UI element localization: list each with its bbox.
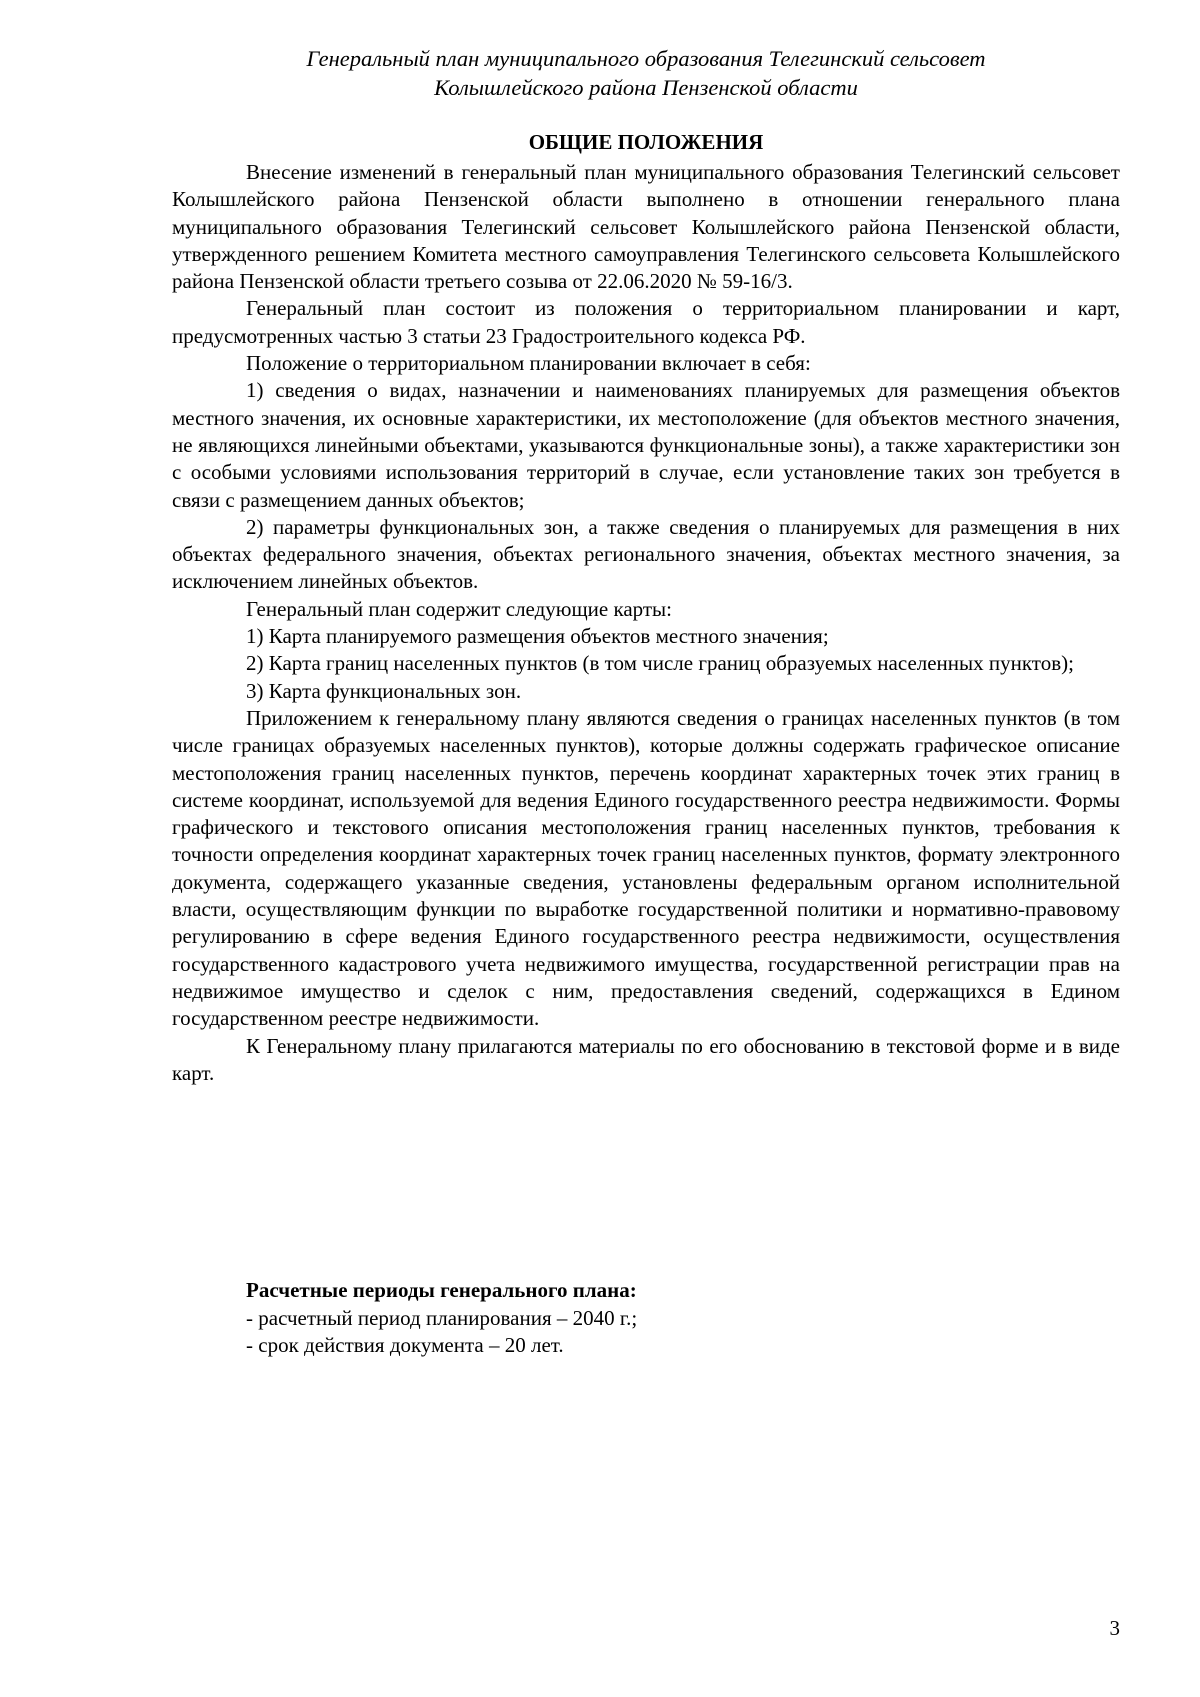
calculation-periods [246, 1277, 1120, 1360]
paragraph-materials: К Генеральному плану прилагаются материалы по его обоснованию в текстовой форме и в виде карт. [172, 1033, 1120, 1085]
paragraph-plan-composition: Генеральный план состоит из положения о территориальном планировании и карт, предусмотренных частью 3 статьи 23 Градостроительного кодекса РФ. [172, 296, 1120, 348]
paragraph-item-1: 1) сведения о видах, назначении и наименованиях планируемых для размещения объектов местного значения, их основные характеристики, их местоположение (для объектов местного значения, не являющихся линейными объектами, указываются функциональные зоны), а также характеристики зон с особыми условиями использования территорий в случае, если установление таких зон требуется в связи с размещением данных объектов; [172, 378, 1120, 512]
section-title: ОБЩИЕ ПОЛОЖЕНИЯ [528, 130, 764, 154]
paragraph-appendix: Приложением к генеральному плану являются сведения о границах населенных пунктов (в том числе границах образуемых населенных пунктов), которые должны содержать графическое описание местоположения границ населенных пунктов, перечень координат характерных точек этих границ в системе координат, используемой для ведения Единого государственного реестра недвижимости. Формы графического и текстового описания местоположения границ населенных пунктов, требования к точности определения координат характерных точек границ населенных пунктов, формату электронного документа, содержащего указанные сведения, установлены федеральным органом исполнительной власти, осуществляющим функции по выработке государственной политики и нормативно-правовому регулированию в сфере ведения Единого государственного реестра недвижимости, осуществления государственного кадастрового учета недвижимого имущества, государственной регистрации прав на недвижимое имущество и сделок с ним, предоставления сведений, содержащихся в Едином государственном реестре недвижимости. [172, 705, 1120, 1031]
running-header [172, 44, 1120, 102]
running-header-line-1: Генеральный план муниципального образования Телегинский сельсовет [306, 46, 986, 71]
paragraph-map-1: 1) Карта планируемого размещения объектов местного значения; [246, 624, 829, 649]
running-header-line-2: Колышлейского района Пензенской области [434, 75, 858, 100]
paragraph-item-2: 2) параметры функциональных зон, а также сведения о планируемых для размещения в них объектах федерального значения, объектах регионального значения, объектах местного значения, за исключением линейных объектов. [172, 514, 1120, 594]
paragraph-maps-intro: Генеральный план содержит следующие карты: [246, 596, 672, 621]
periods-item-planning: - расчетный период планирования – 2040 г.; [246, 1305, 638, 1330]
paragraph-map-3: 3) Карта функциональных зон. [246, 678, 522, 703]
paragraph-amendments: Внесение изменений в генеральный план муниципального образования Телегинский сельсовет Колышлейского района Пензенской области выполнено в отношении генерального плана муниципального образования Телегинский сельсовет Колышлейского района Пензенской области, утвержденного решением Комитета местного самоуправления Телегинского сельсовета Колышлейского района Пензенской области третьего созыва от 22.06.2020 № 59-16/3. [172, 160, 1120, 294]
periods-title: Расчетные периоды генерального плана: [246, 1278, 637, 1302]
periods-item-validity: - срок действия документа – 20 лет. [246, 1333, 564, 1357]
document-page [172, 0, 1120, 1697]
page-number: 3 [1109, 1616, 1120, 1640]
paragraph-provision-includes: Положение о территориальном планировании включает в себя: [246, 351, 811, 376]
paragraph-map-2: 2) Карта границ населенных пунктов (в том числе границ образуемых населенных пунктов); [246, 651, 1074, 676]
document-body [172, 159, 1120, 1087]
